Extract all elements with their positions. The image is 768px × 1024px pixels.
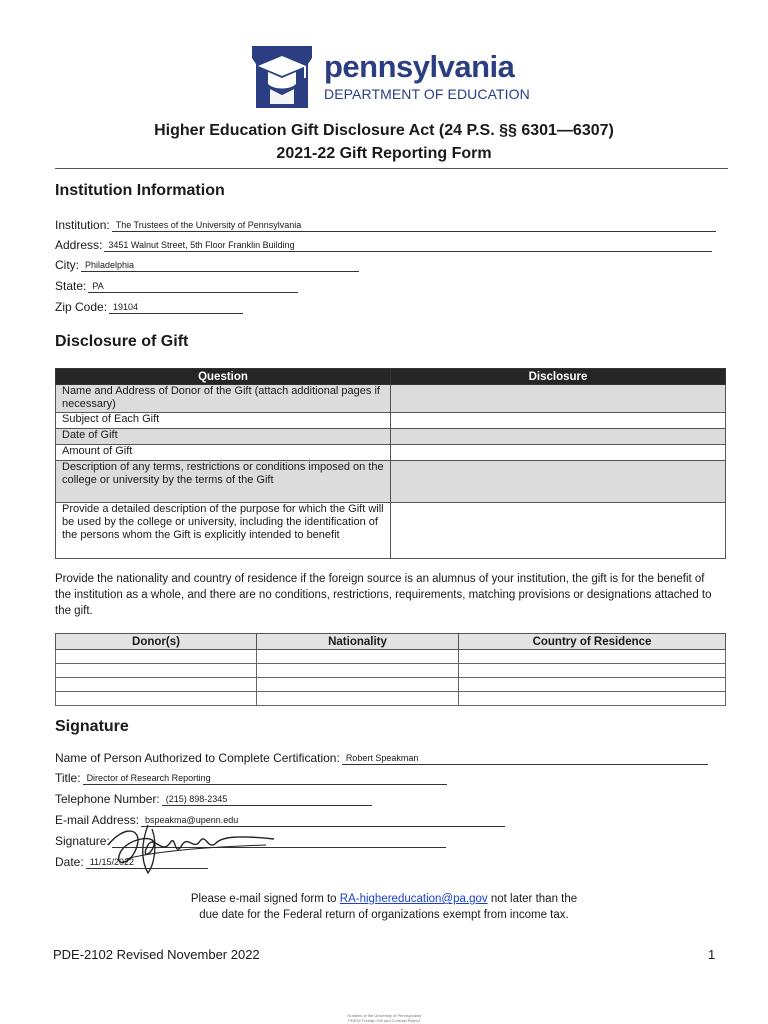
title-field [55,771,447,785]
submission-instructions [0,893,768,905]
disclosure-cell[interactable] [391,413,726,429]
nationality-column-header: Nationality [257,634,459,650]
question-cell: Description of any terms, restrictions or conditions imposed on the college or university by the terms of the Gift [56,461,391,503]
signature-label: Signature: [55,834,110,848]
country-column-header: Country of Residence [459,634,726,650]
date-value[interactable]: 11/15/2022 [86,857,208,869]
table-row [56,429,726,445]
question-column-header: Question [56,369,391,385]
donors-column-header: Donor(s) [56,634,257,650]
city-label: City: [55,258,79,272]
nationality-cell[interactable] [257,678,459,692]
nationality-cell[interactable] [257,650,459,664]
title-value[interactable]: Director of Research Reporting [83,773,447,785]
fine-print [0,1013,768,1023]
signature-heading: Signature [55,718,129,735]
country-cell[interactable] [459,678,726,692]
institution-value[interactable]: The Trustees of the University of Pennsylvania [112,220,716,232]
zip-value[interactable]: 19104 [109,302,243,314]
telephone-label: Telephone Number: [55,792,160,806]
pa-education-logo [248,44,548,110]
nationality-instructions: Provide the nationality and country of residence if the foreign source is an alumnus of your institution, the gift is for the benefit of the institution as a whole, and there are no conditions, restrictions, requirements, matching provisions or designations attached to the gift. [55,573,712,617]
state-field [55,279,298,293]
instructions-text-before: Please e-mail signed form to [190,893,340,905]
authorized-person-label: Name of Person Authorized to Complete Certification: [55,751,340,765]
table-row [56,385,726,413]
table-row [56,503,726,559]
disclosure-cell[interactable] [391,429,726,445]
country-cell[interactable] [459,664,726,678]
disclosure-cell[interactable] [391,445,726,461]
fine-print-line: PDE02 Foreign Gift and Contract Report [348,1018,420,1023]
title-label: Title: [55,771,81,785]
institution-field [55,218,716,232]
due-date-note: due date for the Federal return of organizations exempt from income tax. [199,909,569,921]
country-cell[interactable] [459,650,726,664]
date-label: Date: [55,855,84,869]
donors-table [55,633,726,706]
nationality-cell[interactable] [257,692,459,706]
disclosure-heading: Disclosure of Gift [55,333,189,350]
authorized-person-value[interactable]: Robert Speakman [342,753,708,765]
disclosure-cell[interactable] [391,461,726,503]
telephone-field [55,792,372,806]
question-cell: Subject of Each Gift [56,413,391,429]
disclosure-column-header: Disclosure [391,369,726,385]
institution-label: Institution: [55,218,110,232]
table-row [56,650,726,664]
table-row [56,664,726,678]
state-label: State: [55,279,87,293]
question-cell: Provide a detailed description of the purpose for which the Gift will be used by the college or university, including the identification of the persons whom the Gift is explicitly intended to benefit [56,503,391,559]
institution-heading: Institution Information [55,182,225,199]
country-cell[interactable] [459,692,726,706]
disclosure-table [55,368,726,559]
address-field [55,238,712,252]
form-subtitle: 2021-22 Gift Reporting Form [276,145,492,162]
address-label: Address: [55,238,103,252]
table-row [56,678,726,692]
city-field [55,258,359,272]
header-divider [55,168,728,169]
instructions-text-after: not later than the [487,893,578,905]
donor-cell[interactable] [56,692,257,706]
question-cell: Date of Gift [56,429,391,445]
state-value[interactable]: PA [88,281,298,293]
table-row [56,445,726,461]
table-header-row [56,634,726,650]
fine-print-line: Trustees of the University of Pennsylvania [346,1013,422,1018]
email-label: E-mail Address: [55,813,140,827]
donor-cell[interactable] [56,650,257,664]
logo-state-name: pennsylvania [324,49,515,84]
donor-cell[interactable] [56,678,257,692]
zip-field [55,300,243,314]
question-cell: Name and Address of Donor of the Gift (attach additional pages if necessary) [56,385,391,413]
email-value[interactable]: bspeakma@upenn.edu [141,815,505,827]
table-row [56,461,726,503]
keystone-graduation-cap-icon [248,44,316,110]
page-number: 1 [708,947,716,962]
disclosure-cell[interactable] [391,385,726,413]
disclosure-cell[interactable] [391,503,726,559]
table-row [56,413,726,429]
question-cell: Amount of Gift [56,445,391,461]
submission-email-link[interactable]: RA-highereducation@pa.gov [339,893,488,905]
handwritten-signature [96,815,286,875]
telephone-value[interactable]: (215) 898-2345 [162,794,372,806]
city-value[interactable]: Philadelphia [81,260,359,272]
logo-department-name: DEPARTMENT OF EDUCATION [324,86,530,102]
form-title: Higher Education Gift Disclosure Act (24 P.S. §§ 6301—6307) [154,122,614,139]
nationality-cell[interactable] [257,664,459,678]
form-identifier: PDE-2102 Revised November 2022 [53,947,260,962]
table-row [56,692,726,706]
donor-cell[interactable] [56,664,257,678]
zip-label: Zip Code: [55,300,108,314]
authorized-person-field [55,751,708,765]
address-value[interactable]: 3451 Walnut Street, 5th Floor Franklin Building [104,240,712,252]
table-header-row [56,369,726,385]
